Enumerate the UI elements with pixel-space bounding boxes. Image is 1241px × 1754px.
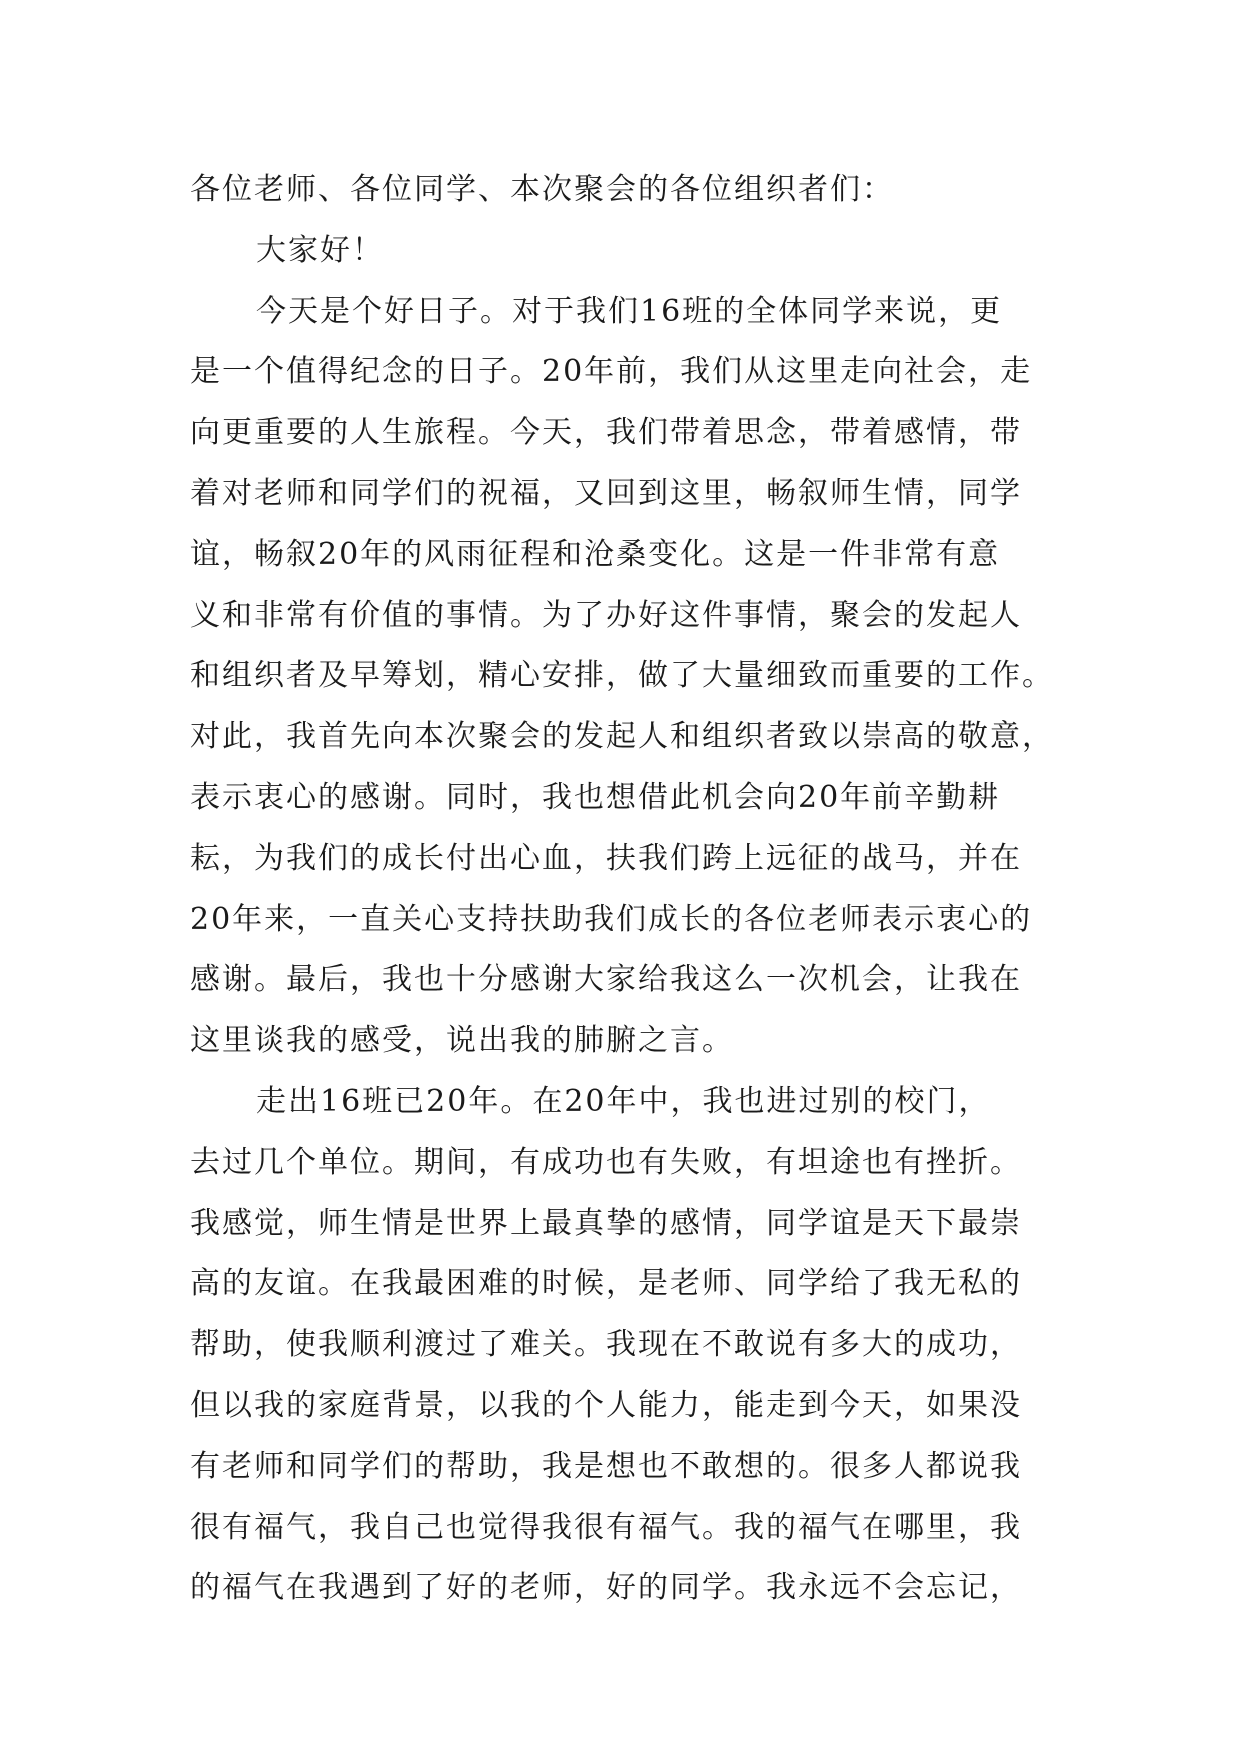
body-line: 很有福气，我自己也觉得我很有福气。我的福气在哪里，我	[190, 1509, 1022, 1545]
body-line: 这里谈我的感受，说出我的肺腑之言。	[190, 1023, 734, 1059]
body-line: 义和非常有价值的事情。为了办好这件事情，聚会的发起人	[190, 597, 1022, 633]
body-line: 表示衷心的感谢。同时，我也想借此机会向20年前辛勤耕	[190, 779, 1001, 815]
body-line: 有老师和同学们的帮助，我是想也不敢想的。很多人都说我	[190, 1448, 1022, 1484]
body-line: 耘，为我们的成长付出心血，扶我们跨上远征的战马，并在	[190, 840, 1022, 876]
body-line: 但以我的家庭背景，以我的个人能力，能走到今天，如果没	[190, 1387, 1022, 1423]
body-line: 谊，畅叙20年的风雨征程和沧桑变化。这是一件非常有意	[190, 536, 1001, 572]
body-line: 着对老师和同学们的祝福，又回到这里，畅叙师生情，同学	[190, 475, 1022, 511]
body-line: 高的友谊。在我最困难的时候，是老师、同学给了我无私的	[190, 1266, 1022, 1302]
body-line: 对此，我首先向本次聚会的发起人和组织者致以崇高的敬意，	[190, 719, 1054, 755]
body-line: 20年来，一直关心支持扶助我们成长的各位老师表示衷心的	[190, 901, 1033, 937]
greeting-line: 大家好！	[256, 232, 384, 268]
document-body	[190, 160, 1054, 1619]
body-line: 和组织者及早筹划，精心安排，做了大量细致而重要的工作。	[190, 658, 1054, 694]
body-line: 是一个值得纪念的日子。20年前，我们从这里走向社会，走	[190, 354, 1033, 390]
body-line: 今天是个好日子。对于我们16班的全体同学来说，更	[256, 293, 1003, 329]
body-line: 帮助，使我顺利渡过了难关。我现在不敢说有多大的成功，	[190, 1327, 1022, 1363]
body-line: 向更重要的人生旅程。今天，我们带着思念，带着感情，带	[190, 415, 1022, 451]
body-line: 去过几个单位。期间，有成功也有失败，有坦途也有挫折。	[190, 1144, 1022, 1180]
body-line: 感谢。最后，我也十分感谢大家给我这么一次机会，让我在	[190, 962, 1022, 998]
body-line: 我感觉，师生情是世界上最真挚的感情，同学谊是天下最崇	[190, 1205, 1022, 1241]
body-line: 走出16班已20年。在20年中，我也进过别的校门，	[256, 1083, 991, 1119]
salutation-line: 各位老师、各位同学、本次聚会的各位组织者们：	[190, 172, 894, 207]
body-line: 的福气在我遇到了好的老师，好的同学。我永远不会忘记，	[190, 1570, 1022, 1606]
